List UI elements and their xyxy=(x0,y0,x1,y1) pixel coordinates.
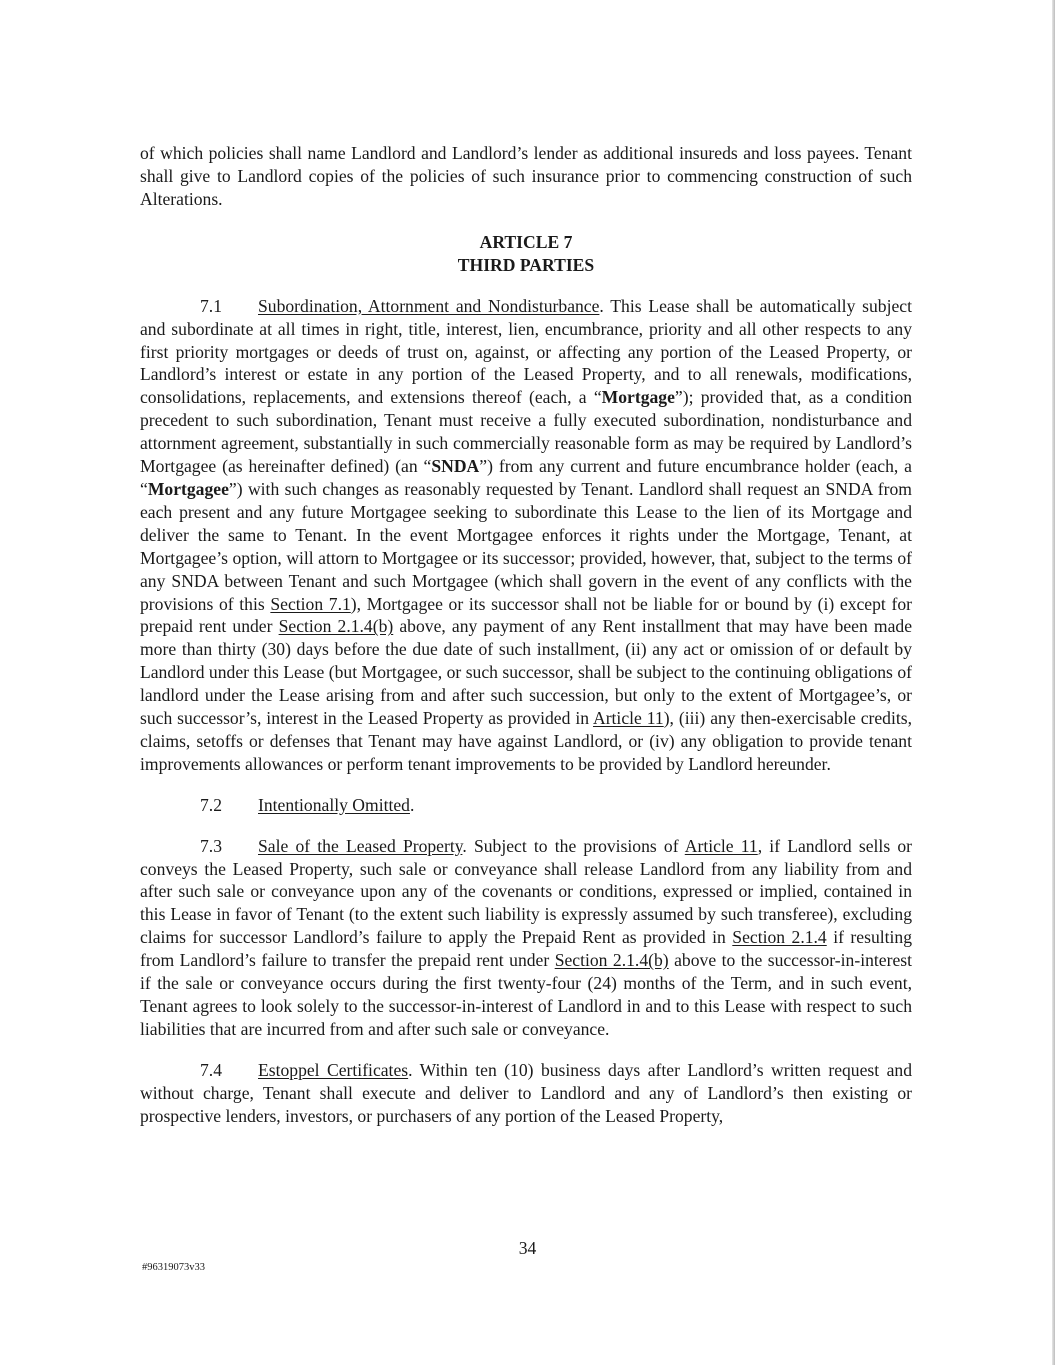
document-page xyxy=(140,142,912,1146)
cross-reference: Section 7.1 xyxy=(270,593,351,614)
section-number: 7.4 xyxy=(200,1059,222,1080)
section-title: Subordination, Attornment and Nondisturbance xyxy=(258,295,600,316)
section-title: Estoppel Certificates xyxy=(258,1059,409,1080)
cross-reference: Section 2.1.4(b) xyxy=(278,616,394,637)
defined-term: SNDA xyxy=(431,456,480,477)
section-number: 7.2 xyxy=(200,794,222,815)
section-title: Sale of the Leased Property xyxy=(258,835,463,856)
section-7-3: 7.3 Sale of the Leased Property. Subject to the provisions of Article 11, if Landlord sells or conveys the Leased Property, such sale or conveyance shall release Landlord from any liability from and after such sale or conveyance upon any of the covenants or conditions, expressed or implied, contained in this Lease in favor of Tenant (to the extent such liability is expressly assumed by such transferee), excluding claims for successor Landlord’s failure to apply the Prepaid Rent as provided in Section 2.1.4 if resulting from Landlord’s failure to transfer the prepaid rent under Section 2.1.4(b) above to the successor-in-interest if the sale or conveyance occurs during the first twenty-four (24) months of the Term, and in such event, Tenant agrees to look solely to the successor-in-interest of Landlord in and to this Lease with respect to such liabilities that are incurred from and after such sale or conveyance. xyxy=(140,835,913,1039)
cross-reference: Section 2.1.4(b) xyxy=(554,950,669,971)
defined-term: Mortgage xyxy=(601,387,675,408)
section-number: 7.3 xyxy=(200,835,222,856)
cross-reference: Section 2.1.4 xyxy=(732,927,827,948)
cross-reference: Article 11 xyxy=(684,835,758,856)
article-title: THIRD PARTIES xyxy=(457,254,595,275)
page-number: 34 xyxy=(518,1238,537,1258)
document-id: #96319073v33 xyxy=(142,1262,205,1273)
article-number: ARTICLE 7 xyxy=(479,231,573,252)
section-7-2: 7.2 Intentionally Omitted. xyxy=(200,794,415,815)
section-number: 7.1 xyxy=(200,295,222,316)
section-7-1: 7.1 Subordination, Attornment and Nondisturbance. This Lease shall be automatically subject and subordinate at all times in right, title, interest, lien, encumbrance, priority and all other respects to any first priority mortgages or deeds of trust on, against, or affecting any portion of the Leased Property, or Landlord’s interest or estate in any portion of the Leased Property, and to all renewals, modifications, consolidations, replacements, and extensions thereof (each, a “Mortgage”); provided that, as a condition precedent to such subordination, Tenant must receive a fully executed subordination, nondisturbance and attornment agreement, substantially in such commercially reasonable form as may be required by Landlord’s Mortgagee (as hereinafter defined) (an “SNDA”) from any current and future encumbrance holder (each, a “Mortgagee”) with such changes as reasonably requested by Tenant. Landlord shall request an SNDA from each present and any future Mortgagee seeking to subordinate this Lease to the lien of its Mortgage and deliver the same to Tenant. In the event Mortgagee enforces it rights under the Mortgage, Tenant, at Mortgagee’s option, will attorn to Mortgagee or its successor; provided, however, that, subject to the terms of any SNDA between Tenant and such Mortgagee (which shall govern in the event of any conflicts with the provisions of this Section 7.1), Mortgagee or its successor shall not be liable for or bound by (i) except for prepaid rent under Section 2.1.4(b) above, any payment of any Rent installment that may have been made more than thirty (30) days before the due date of such installment, (ii) any act or omission of or default by Landlord under this Lease (but Mortgagee, or such successor, shall be subject to the continuing obligations of landlord under the Lease arising from and after such succession, but only to the extent of Mortgagee’s, or such successor’s, interest in the Leased Property as provided in Article 11), (iii) any then-exercisable credits, claims, setoffs or defenses that Tenant may have against Landlord, or (iv) any obligation to provide tenant improvements allowances or perform tenant improvements to be provided by Landlord hereunder. xyxy=(140,295,913,774)
cross-reference: Article 11 xyxy=(592,708,664,729)
article-heading xyxy=(140,231,912,277)
defined-term: Mortgagee xyxy=(147,478,229,499)
section-7-4: 7.4 Estoppel Certificates. Within ten (10) business days after Landlord’s written request and without charge, Tenant shall execute and deliver to Landlord and any of Landlord’s then existing or prospective lenders, investors, or purchasers of any portion of the Leased Property, xyxy=(140,1059,912,1126)
intro-paragraph: of which policies shall name Landlord and Landlord’s lender as additional insureds and loss payees. Tenant shall give to Landlord copies of the policies of such insurance prior to commencing construction of such Alterations. xyxy=(140,143,912,209)
section-title: Intentionally Omitted xyxy=(258,794,410,815)
